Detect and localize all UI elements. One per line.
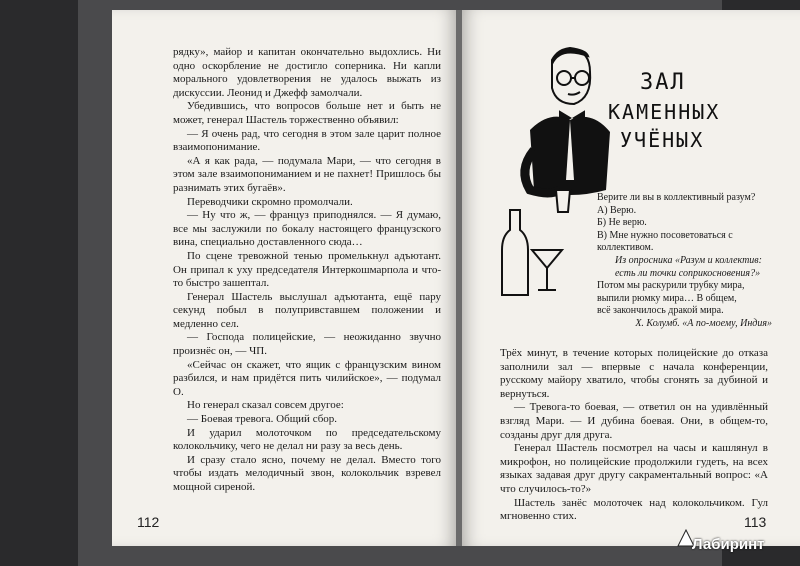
epigraph-line: Верите ли вы в коллективный разум? [597,192,756,203]
epigraph-line: Потом мы раскурили трубку мира, [597,280,745,291]
paragraph: Шастель занёс молоточек над колокольчиком. Гул мгновенно стих. [500,496,768,523]
page-number-left: 112 [137,514,160,530]
epigraph-1 [597,192,772,280]
epigraph-line: Б) Не верю. [597,217,647,229]
paragraph: рядку», майор и капитан окончательно выдохлись. Ни одно оскорбление не достигло соперника. Ни капли морального удовлетворения не удалось выжать из дискуссии. Леонид и Джефф замолчали. [173,46,441,99]
paragraph: Но генерал сказал совсем другое: [187,399,344,412]
epigraph-line: В) Мне нужно посоветоваться с коллективом. [597,229,733,254]
paragraph: Трёх минут, в течение которых полицейские до отказа заполнили зал — впервые с начала конференции, русскому майору хватило, чтобы сгонять за дубиной и вернуться. [500,347,768,400]
watermark-text: Лабиринт [692,536,765,553]
epigraph-line: выпили рюмку мира… В общем, [597,292,737,304]
chapter-title-line-2: КАМЕННЫХ [608,100,721,124]
paragraph: — Тревога-то боевая, — ответил он на удивлённый взгляд Мари. — И дубина боевая. Они, в общем-то, созданы друг для друга. [500,401,768,441]
paragraph: И ударил молоточком по председательскому колокольчику, чего не делал ни разу за весь день. [173,426,441,453]
epigraph-line: А) Верю. [597,204,637,216]
paragraph: Генерал Шастель выслушал адъютанта, ещё пару секунд побыл в полупривставшем положении и медленно сел. [173,290,441,330]
left-page-body [173,46,441,495]
paragraph: Переводчики скромно промолчали. [187,195,353,208]
epigraph-source: Х. Колумб. «А по-моему, Индия» [635,317,772,329]
paragraph: Убедившись, что вопросов больше нет и быть не может, генерал Шастель торжественно объявил: [173,100,441,126]
paragraph: «А я как рада, — подумала Мари, — что сегодня в этом зале взаимопониманием и не пахнет! Пришлось бы разнимать этих бугаёв». [173,154,441,194]
paragraph: И сразу стало ясно, почему не делал. Вместо того чтобы издать мелодичный звон, колокольчик взревел мощной сиреной. [173,453,441,493]
paragraph: Генерал Шастель посмотрел на часы и кашлянул в микрофон, но полицейские продолжили гудеть, на всех языках задавая друг другу сакраментальный вопрос: «А что случилось-то?» [500,442,768,495]
paragraph: — Господа полицейские, — неожиданно звучно произнёс он, — ЧП. [173,331,441,358]
epigraph-source: Из опросника «Разум и коллектив: есть ли точки соприкосновения?» [615,254,762,279]
paragraph: — Боевая тревога. Общий сбор. [187,413,338,426]
epigraph-line: всё закончилось дракой мира. [597,305,724,317]
paragraph: «Сейчас он скажет, что ящик с французским вином разбился, и нам придётся пить чилийское», — подумал О. [173,358,441,398]
paragraph: — Я очень рад, что сегодня в этом зале царит полное взаимопонимание. [173,127,441,154]
epigraph-2 [597,280,772,330]
right-page-body [500,347,768,524]
chapter-title-line-1: ЗАЛ [640,70,686,95]
chapter-title-line-3: УЧЁНЫХ [620,128,705,152]
paragraph: — Ну что ж, — француз приподнялся. — Я думаю, все мы заслужили по бокалу настоящего французского вина, специально доставленного сюда… [173,209,441,249]
paragraph: По сцене тревожной тенью промелькнул адъютант. Он припал к уху председателя Интеркошмарпола и что-то быстро зашептал. [173,249,441,290]
page-number-right: 113 [744,514,767,530]
book-gutter [456,10,462,546]
